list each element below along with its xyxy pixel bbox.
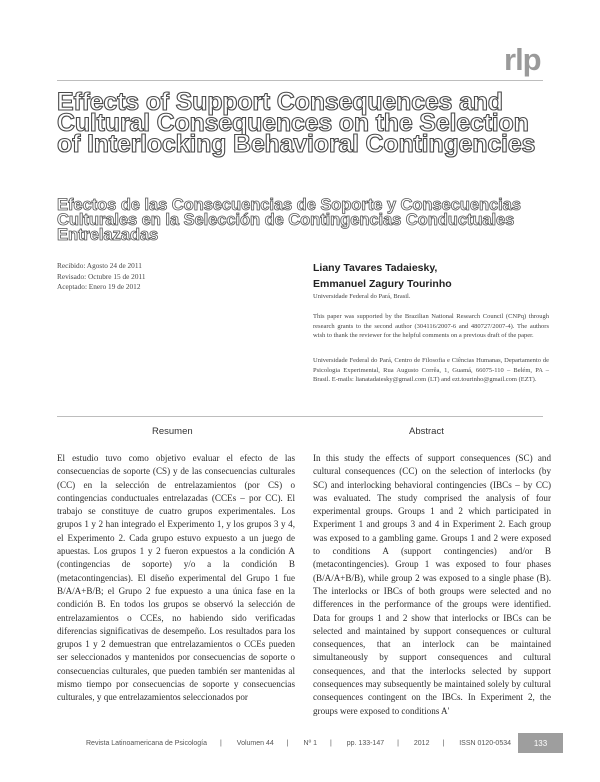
resumen-text: El estudio tuvo como objetivo evaluar el efecto de las consecuencias de soporte (CS) y de las consecuencias culturales (CC) en la selección de entrelazamientos (por CS) o contingencias conductuales entrelazadas (CCEs – por CC). El trabajo se constituye de cuatro grupos experimentales. Los grupos 1 y 2 han integrado el Experimento 1, y los grupos 3 y 4, el Experimento 2. Cada grupo estuvo expuesto a un juego de apuestas. Los grupos 1 y 2 fueron expuestos a la condición A (contingencias de soporte) y/o a la condición B (metacontingencias). El diseño experimental del Grupo 1 fue B/A/A+B/B; el Grupo 2 fue expuesto a una única fase en la condición B. En todos los grupos se observó la selección de entrelazamientos o CCEs, no habiendo sido verificadas diferencias significativas de desempeño. Los resultados para los grupos 1 y 2 demuestran que entrelazamientos o CCEs pueden ser seleccionados y mantenidos por consecuencias de soporte o consecuencias culturales, que pueden también ser mantenidas al mismo tiempo por consecuencias de soporte y consecuencias culturales, y que entrelazamientos seleccionados por (57, 453, 295, 703)
article-dates (57, 261, 146, 293)
section-rule (57, 416, 543, 417)
resumen-heading: Resumen (152, 426, 193, 437)
date-revised: Revisado: Octubre 15 de 2011 (57, 271, 146, 281)
author-name: Emmanuel Zagury Tourinho (313, 278, 452, 290)
date-received: Recibido: Agosto 24 de 2011 (57, 261, 142, 270)
footer-number: Nº 1 (303, 740, 317, 747)
footer-year: 2012 (413, 740, 430, 747)
footer-journal-name: Revista Latinoamericana de Psicología (86, 740, 208, 747)
footer-issn: ISSN 0120-0534 (459, 740, 511, 747)
date-accepted: Aceptado: Enero 19 de 2012 (57, 282, 141, 292)
footer-pages: pp. 133-147 (346, 740, 385, 747)
funding-note: This paper was supported by the Brazilian National Research Council (CNPq) through research grants to the second author (304116/2007-6 and 480727/2007-4). The authors wish to thank the reviewer for the helpful comments on a previous draft of the paper. (313, 313, 549, 340)
author-name: Liany Tavares Tadaiesky, (313, 262, 438, 274)
journal-logo: rlp (504, 42, 541, 77)
page-number: 133 (518, 733, 563, 753)
correspondence-address: Universidade Federal do Pará, Centro de Filosofia e Ciências Humanas, Departamento de Psicologia Experimental, Rua Augusto Corrêa, 1, Guamá, 66075-110 – Belém, PA – Brasil. E-mails: lianatadaiesky@gmail.com (LT) and ezt.tourinho@gmail.com (EZT). (313, 357, 549, 384)
title-english: Effects of Support Consequences and Cultural Consequences on the Selection of Interlocking Behavioral Contingencies (57, 88, 536, 158)
title-spanish: Efectos de las Consecuencias de Soporte y Consecuencias Culturales en la Selección de Contingencias Conductuales Entrelazadas (57, 195, 521, 244)
author-list (313, 260, 452, 292)
abstract-heading: Abstract (409, 426, 444, 437)
author-affiliation: Universidade Federal do Pará, Brasil. (313, 293, 411, 300)
page-footer: Revista Latinoamericana de Psicología | Volumen 44 | Nº 1 | pp. 133-147 | 2012 | ISSN 0120-0534 (86, 740, 511, 747)
header-rule (57, 80, 543, 81)
abstract-text: In this study the effects of support consequences (SC) and cultural consequences (CC) on the selection of interlocks (by SC) and interlocking behavioral contingencies (IBCs – by CC) was evaluated. The study comprised the analysis of four experimental groups. Groups 1 and 2 which participated in Experiment 1 and groups 3 and 4 in Experiment 2. Each group was exposed to a gambling game. Groups 1 and 2 were exposed to conditions A (support contingencies) and/or B (metacontingencies). Group 1 was exposed to four phases (B/A/A+B/B), while group 2 was exposed to a single phase (B). The interlocks or IBCs of both groups were selected and no differences in the performance of the groups were identified. Data for groups 1 and 2 show that interlocks or IBCs can be selected and maintained by support consequences or cultural consequences, that an interlock can be maintained simultaneously by support consequences and cultural consequences, and that the interlocks selected by support consequences may subsequently be maintained solely by cultural consequences contingent on the IBCs. In Experiment 2, the groups were exposed to conditions A' (313, 453, 551, 716)
footer-volume: Volumen 44 (236, 740, 274, 747)
